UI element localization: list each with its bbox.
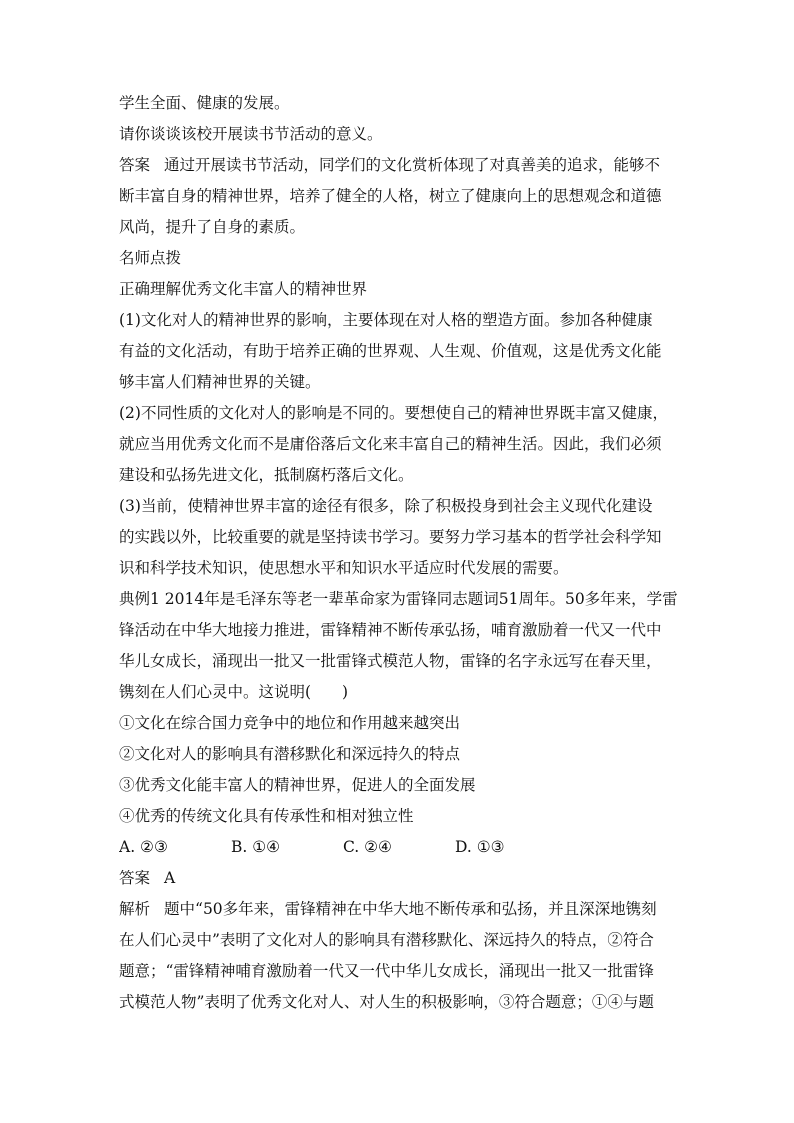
tips-line-6: 建设和弘扬先进文化，抵制腐朽落后文化。 <box>119 466 414 484</box>
choice-options <box>119 832 679 863</box>
answer-2 <box>119 863 679 894</box>
answer-text: 通过开展读书节活动，同学们的文化赏析体现了对真善美的追求，能够不 <box>164 156 661 174</box>
tips-line-8: 的实践以外，比较重要的就是坚持读书学习。要努力学习基本的哲学社会科学知 <box>119 528 662 546</box>
analysis-label: 解析 <box>119 900 151 918</box>
statement-2: ②文化对人的影响具有潜移默化和深远持久的特点 <box>119 745 461 763</box>
statement-3: ③优秀文化能丰富人的精神世界，促进人的全面发展 <box>119 776 476 794</box>
example-line-1: 典例1 2014年是毛泽东等老一辈革命家为雷锋同志题词51周年。50多年来，学雷 <box>119 590 678 608</box>
document-page <box>119 88 679 1018</box>
analysis-text: 题中“50多年来，雷锋精神在中华大地不断传承和弘扬，并且深深地镌刻 <box>164 900 657 918</box>
option-b: B. ①④ <box>231 838 281 856</box>
example-line-3: 华儿女成长，涌现出一批又一批雷锋式模范人物，雷锋的名字永远写在春天里， <box>119 652 662 670</box>
analysis-line-3: 题意；“雷锋精神哺育激励着一代又一代中华儿女成长，涌现出一批又一批雷锋 <box>119 962 654 980</box>
analysis-line-4: 式模范人物”表明了优秀文化对人、对人生的积极影响，③符合题意；①④与题 <box>119 993 654 1011</box>
tips-line-5: 就应当用优秀文化而不是庸俗落后文化来丰富自己的精神生活。因此，我们必须 <box>119 435 662 453</box>
answer-label: 答案 <box>119 156 151 174</box>
example-line-2: 锋活动在中华大地接力推进，雷锋精神不断传承弘扬，哺育激励着一代又一代中 <box>119 621 662 639</box>
tips-line-7: (3)当前，使精神世界丰富的途径有很多，除了积极投身到社会主义现代化建设 <box>119 497 653 515</box>
tips-title: 正确理解优秀文化丰富人的精神世界 <box>119 280 368 298</box>
tips-line-2: 有益的文化活动，有助于培养正确的世界观、人生观、价值观，这是优秀文化能 <box>119 342 662 360</box>
tips-line-9: 识和科学技术知识，使思想水平和知识水平适应时代发展的需要。 <box>119 559 569 577</box>
tips-heading: 名师点拨 <box>119 249 182 267</box>
tips-line-3: 够丰富人们精神世界的关键。 <box>119 373 321 391</box>
option-d: D. ①③ <box>455 838 505 856</box>
analysis-line-2: 在人们心灵中”表明了文化对人的影响具有潜移默化、深远持久的特点，②符合 <box>119 931 654 949</box>
intro-line-1: 学生全面、健康的发展。 <box>119 94 290 112</box>
answer-1-line-2: 断丰富自身的精神世界，培养了健全的人格，树立了健康向上的思想观念和道德 <box>119 187 662 205</box>
analysis-line-1 <box>119 894 679 925</box>
tips-line-1: (1)文化对人的精神世界的影响，主要体现在对人格的塑造方面。参加各种健康 <box>119 311 653 329</box>
answer-1-line-1 <box>119 150 679 181</box>
answer-label: 答案 <box>119 869 151 887</box>
answer-1-line-3: 风尚，提升了自身的素质。 <box>119 218 306 236</box>
example-line-4: 镌刻在人们心灵中。这说明( ) <box>119 683 349 701</box>
statement-1: ①文化在综合国力竞争中的地位和作用越来越突出 <box>119 714 461 732</box>
intro-question: 请你谈谈该校开展读书节活动的意义。 <box>119 125 383 143</box>
tips-line-4: (2)不同性质的文化对人的影响是不同的。要想使自己的精神世界既丰富又健康， <box>119 404 668 422</box>
statement-4: ④优秀的传统文化具有传承性和相对独立性 <box>119 807 414 825</box>
option-c: C. ②④ <box>343 838 392 856</box>
answer-value: A <box>164 869 176 887</box>
option-a: A. ②③ <box>119 838 168 856</box>
